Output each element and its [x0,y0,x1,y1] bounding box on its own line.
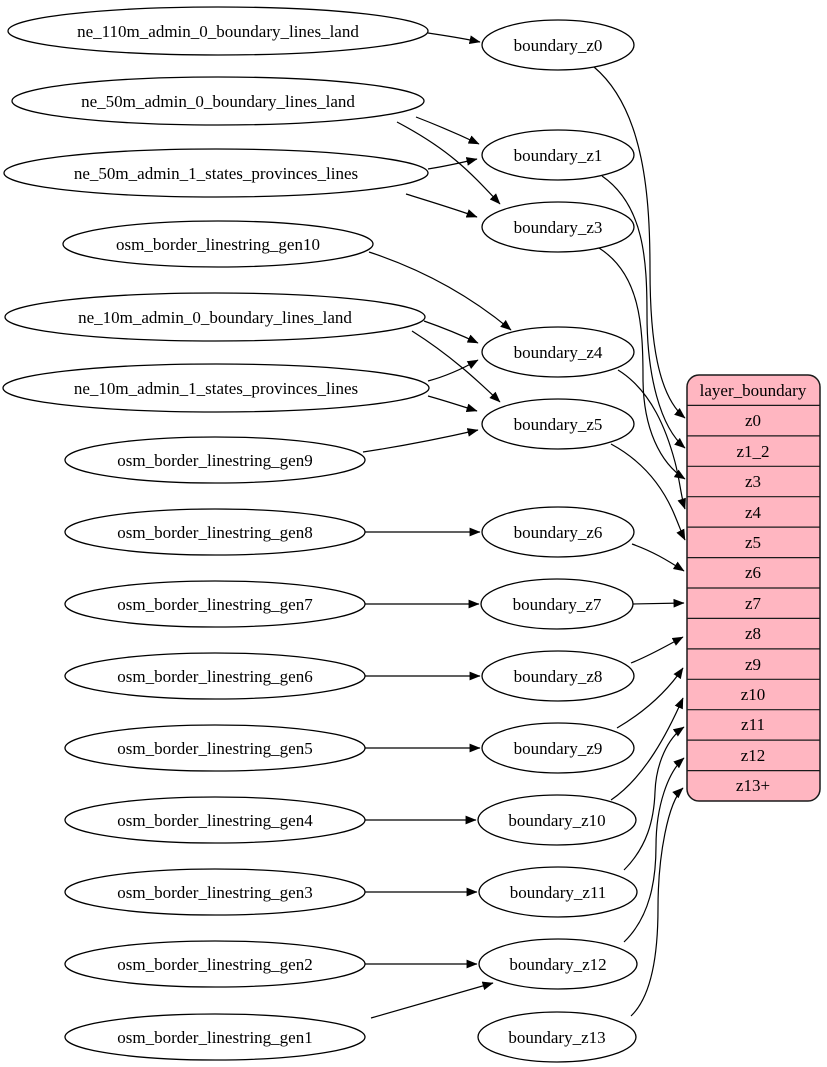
node-label: osm_border_linestring_gen4 [117,811,313,830]
node-boundary_z5 [482,399,634,449]
node-label: ne_110m_admin_0_boundary_lines_land [77,22,359,41]
node-label: boundary_z3 [513,218,603,237]
node-label: boundary_z6 [513,523,603,542]
node-boundary_z9 [482,723,634,773]
edge-osm_gen9-to-boundary_z5 [363,430,478,452]
node-label: boundary_z12 [509,955,607,974]
node-label: ne_50m_admin_0_boundary_lines_land [81,92,355,111]
node-ne_50m_admin_0_boundary_lines_land [12,77,424,125]
node-label: boundary_z7 [512,595,602,614]
edge-ne_10m_admin_1-to-boundary_z4 [428,360,478,381]
node-label: boundary_z8 [513,667,603,686]
node-label: osm_border_linestring_gen6 [117,667,313,686]
node-ne_10m_admin_1_states_provinces_lines [3,364,429,412]
node-boundary_z4 [482,327,634,377]
table-title: layer_boundary [699,381,807,400]
edge-ne_50m_admin_1-to-boundary_z3 [406,194,477,217]
node-ne_50m_admin_1_states_provinces_lines [4,149,428,197]
table-cell-z13plus: z13+ [735,776,771,795]
node-osm_border_linestring_gen1 [65,1014,365,1060]
node-osm_border_linestring_gen4 [65,797,365,843]
node-boundary_z3 [482,202,634,252]
node-boundary_z1 [482,130,634,180]
node-osm_border_linestring_gen5 [65,725,365,771]
table-cell-z7: z7 [744,594,762,613]
node-ne_10m_admin_0_boundary_lines_land [5,293,425,341]
edge-ne_110m_admin_0-to-boundary_z0 [428,33,480,42]
table-cell-z3: z3 [744,472,762,491]
edge-boundary_z7-to-row-z7 [633,603,684,604]
node-label: osm_border_linestring_gen7 [117,595,313,614]
node-boundary_z10 [478,795,636,845]
node-boundary_z7 [481,579,633,629]
node-osm_border_linestring_gen2 [65,941,365,987]
edge-ne_50m_admin_0-to-boundary_z1 [416,117,479,144]
node-label: osm_border_linestring_gen5 [117,739,313,758]
table-node-layer_boundary [687,375,820,801]
node-osm_border_linestring_gen3 [65,869,365,915]
table-cell-z5: z5 [744,533,762,552]
node-label: boundary_z11 [509,883,607,902]
table-cell-z12: z12 [740,746,766,765]
node-osm_border_linestring_gen10 [63,221,373,267]
node-label: osm_border_linestring_gen3 [117,883,313,902]
table-cell-z9: z9 [744,655,762,674]
source-nodes [3,7,429,1060]
node-osm_border_linestring_gen9 [65,437,365,483]
edge-ne_10m_admin_0-to-boundary_z4 [424,321,478,343]
node-boundary_z13 [478,1012,636,1062]
edge-ne_50m_admin_0-to-boundary_z3 [397,122,500,204]
node-label: osm_border_linestring_gen8 [117,523,313,542]
node-label: osm_border_linestring_gen1 [117,1028,313,1047]
table-cell-z0: z0 [744,411,762,430]
table-cell-z1_2: z1_2 [736,442,770,461]
node-label: ne_10m_admin_0_boundary_lines_land [78,308,352,327]
node-boundary_z8 [482,651,634,701]
node-label: boundary_z5 [513,415,603,434]
node-boundary_z6 [482,507,634,557]
node-label: boundary_z13 [508,1028,606,1047]
edge-boundary_z8-to-row-z8 [631,637,683,663]
table-cell-z8: z8 [744,624,762,643]
edge-osm_gen1-to-boundary_z12 [371,983,493,1018]
node-ne_110m_admin_0_boundary_lines_land [8,7,428,55]
node-label: boundary_z0 [513,36,603,55]
table-cell-z6: z6 [744,563,762,582]
node-boundary_z11 [479,867,637,917]
stage-nodes [478,20,637,1062]
node-label: osm_border_linestring_gen2 [117,955,313,974]
edge-boundary_z6-to-row-z6 [632,544,684,571]
table-cell-z11: z11 [741,715,765,734]
node-osm_border_linestring_gen7 [65,581,365,627]
node-label: osm_border_linestring_gen9 [117,451,313,470]
node-label: boundary_z9 [513,739,603,758]
node-label: ne_50m_admin_1_states_provinces_lines [73,164,359,183]
edge-ne_50m_admin_1-to-boundary_z1 [428,159,477,169]
node-label: osm_border_linestring_gen10 [116,235,320,254]
node-label: boundary_z1 [513,146,603,165]
node-label: boundary_z10 [508,811,606,830]
edge-ne_10m_admin_1-to-boundary_z5 [428,396,477,411]
node-osm_border_linestring_gen6 [65,653,365,699]
table-cell-z10: z10 [740,685,766,704]
table-cell-z4: z4 [744,503,762,522]
node-boundary_z12 [479,939,637,989]
edge-boundary_z4-to-row-z4 [618,370,685,509]
node-label: ne_10m_admin_1_states_provinces_lines [73,379,359,398]
node-boundary_z0 [482,20,634,70]
edge-boundary_z12-to-row-z12 [624,758,684,942]
node-label: boundary_z4 [513,343,603,362]
node-osm_border_linestring_gen8 [65,509,365,555]
